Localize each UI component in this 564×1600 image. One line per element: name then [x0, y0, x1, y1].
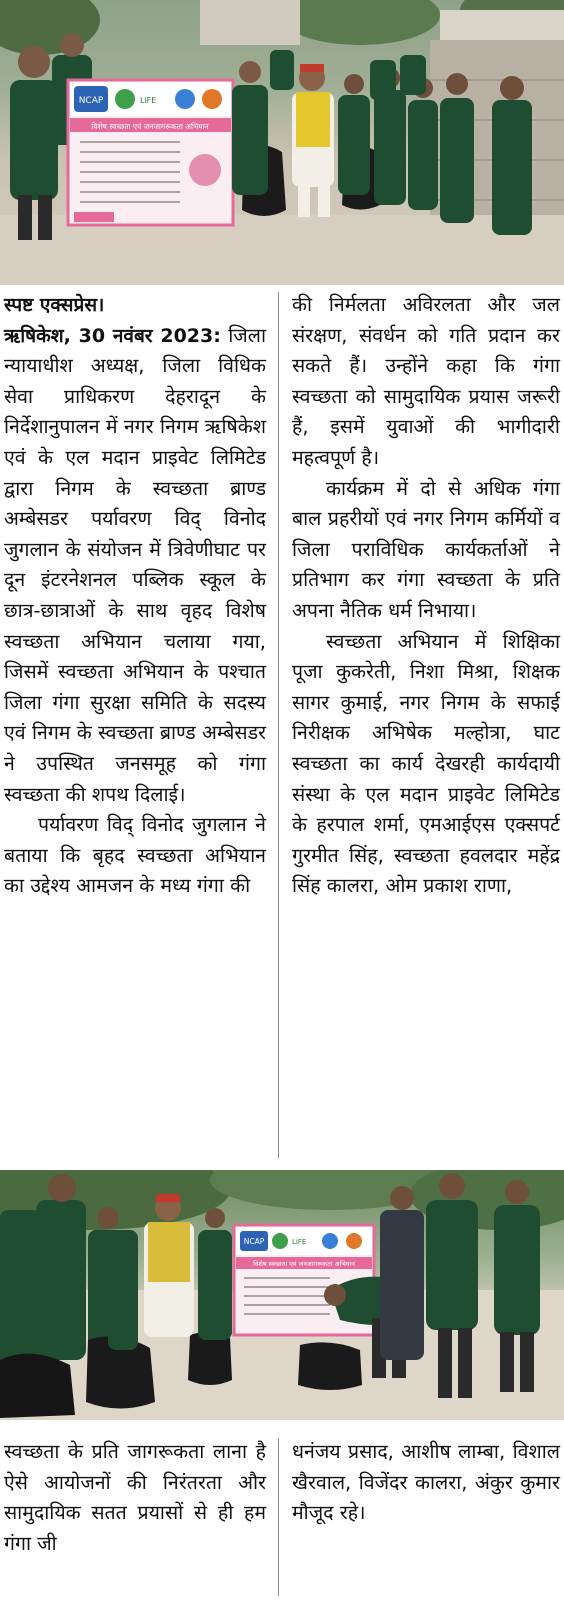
article-column-left-top: [4, 290, 266, 902]
article-column-left-bottom: [4, 1437, 266, 1559]
column-divider: [278, 1438, 279, 1596]
top-banner-heading: विशेष स्वच्छता एवं जनजागरूकता अभियान: [91, 122, 209, 131]
article-column-right-bottom: [292, 1437, 560, 1529]
bottom-photo-scene: [0, 1170, 564, 1420]
article-byline: स्पष्ट एक्सप्रेस।: [4, 294, 105, 316]
article-paragraph-5: स्वच्छता अभियान में शिक्षिका पूजा कुकरेती, निशा मिश्रा, शिक्षक सागर कुमाई, नगर निगम के सफाई निरीक्षक अभिषेक मल्होत्रा, घाट स्वच्छता का कार्य देखरही कार्यदायी संस्था के एल मदान प्राइवेट लिमिटेड के हरपाल शर्मा, एमआईएस एक्सपर्ट गुरमीत सिंह, स्वच्छता हवलदार महेंद्र सिंह कालरा, ओम प्रकाश राणा,: [292, 629, 560, 898]
article-lead-paragraph: [4, 321, 266, 811]
article-paragraph-1: जिला न्यायाधीश अध्यक्ष, जिला विधिक सेवा प्राधिकरण देहरादून के निर्देशानुपालन में नगर निगम ऋषिकेश एवं के एल मदान प्राइवेट लिमिटेड द्वारा निगम के स्वच्छता ब्राण्ड अम्बेसडर पर्यावरण विद् विनोद जुगलान के संयोजन में त्रिवेणीघाट पर दून इंटरनेशनल पब्लिक स्कूल के छात्र-छात्राओं के साथ वृहद विशेष स्वच्छता अभियान चलाया गया, जिसमें स्वच्छता अभियान के पश्चात जिला गंगा सुरक्षा समिति के सदस्य एवं निगम के स्वच्छता ब्राण्ड अम्बेसडर ने उपस्थित जनसमूह को गंगा स्वच्छता की शपथ दिलाई।: [4, 323, 266, 806]
article-continuation-left: स्वच्छता के प्रति जागरूकता लाना है ऐसे आयोजनों की निरंतरता और सामुदायिक सतत प्रयासों से ही हम गंगा जी: [4, 1440, 266, 1555]
column-divider: [278, 292, 279, 1158]
bottom-news-photo: [0, 1170, 564, 1420]
top-news-photo: [0, 0, 564, 285]
man-in-saffron-attire: [292, 64, 334, 217]
article-paragraph-4: कार्यक्रम में दो से अधिक गंगा बाल प्रहरीयों एवं नगर निगम कर्मियों व जिला पराविधिक कार्यकर्ताओं ने प्रतिभाग कर गंगा स्वच्छता के प्रति अपना नैतिक धर्म निभाया।: [292, 476, 560, 622]
garbage-bag: [188, 1332, 232, 1385]
garbage-bag: [0, 1354, 75, 1418]
bottom-banner-logo-life: LiFE: [292, 1238, 307, 1246]
article-dateline: ऋषिकेश, 30 नवंबर 2023:: [4, 324, 221, 347]
bottom-banner-logo-ncap: NCAP: [243, 1237, 265, 1246]
top-banner-logo-ncap: NCAP: [78, 96, 104, 106]
article-paragraph-2: पर्यावरण विद् विनोद जुगलान ने बताया कि बृहद स्वच्छता अभियान का उद्देश्य आमजन के मध्य गंगा की: [4, 813, 266, 898]
article-continuation-right: धनंजय प्रसाद, आशीष लाम्बा, विशाल खैरवाल, विजेंदर कालरा, अंकुर कुमार मौजूद रहे।: [292, 1440, 560, 1525]
top-banner-logo-life: LiFE: [140, 96, 157, 105]
garbage-bag: [298, 1342, 362, 1390]
article-column-right-top: [292, 290, 560, 902]
article-paragraph-3: की निर्मलता अविरलता और जल संरक्षण, संवर्धन को गति प्रदान कर सकते हैं। उन्होंने कहा कि गंगा स्वच्छता को सामुदायिक प्रयास जरूरी हैं, इसमें युवाओं की भागीदारी महत्वपूर्ण है।: [292, 293, 560, 469]
bottom-banner-heading: विशेष स्वच्छता एवं जनजागरूकता अभियान: [253, 1260, 355, 1268]
top-banner: [68, 80, 233, 225]
top-photo-scene: [0, 0, 564, 285]
